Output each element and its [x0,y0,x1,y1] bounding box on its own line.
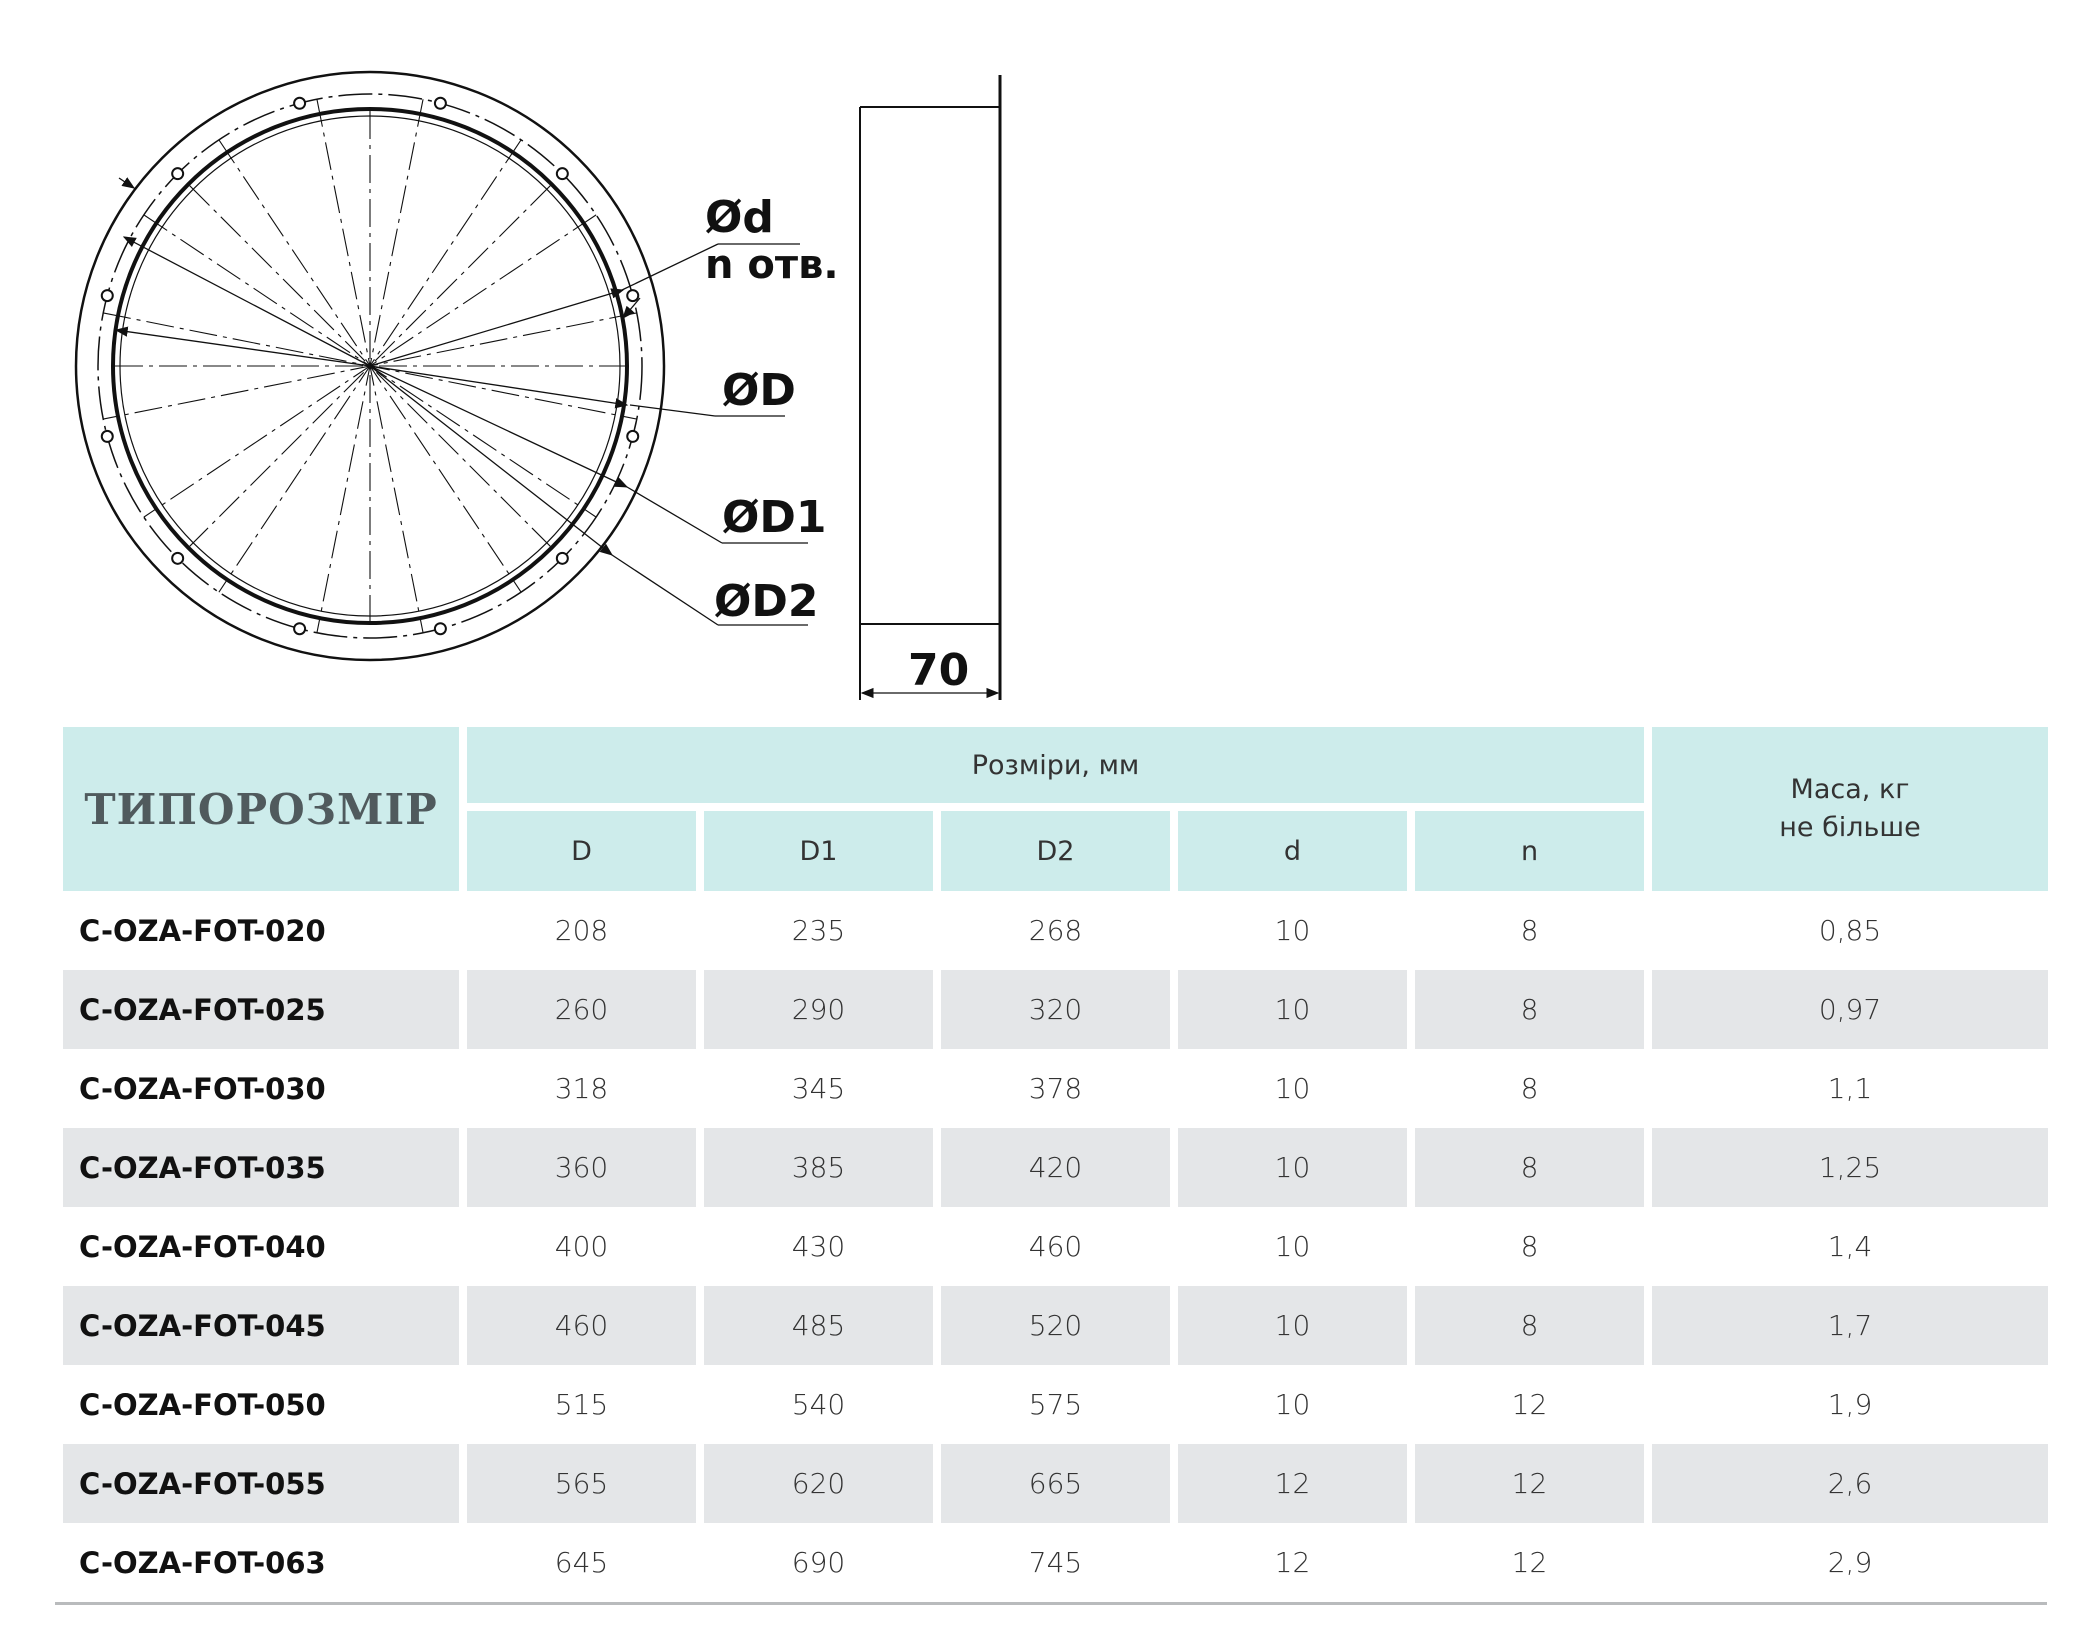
cell-n: 8 [1520,1230,1539,1263]
cell-n: 8 [1415,1286,1644,1365]
row-model-name: C-OZA-FOT-020 [79,913,326,948]
cell-n: 8 [1520,914,1539,947]
table-row [63,1523,2048,1602]
cell-d1: 345 [791,1072,846,1105]
cell-mass: 1,25 [1652,1128,2048,1207]
header-col-d: D [467,811,696,891]
cell-d: 515 [554,1388,609,1421]
bolt-hole [435,623,446,634]
specification-table [55,727,2056,1602]
cell-mass: 1,9 [1827,1388,1873,1421]
cell-n: 12 [1415,1444,1644,1523]
cell-d2: 520 [941,1286,1170,1365]
cell-d: 12 [1178,1444,1407,1523]
bolt-hole [294,623,305,634]
bolt-hole [557,168,568,179]
row-model-name: C-OZA-FOT-045 [63,1286,459,1365]
cell-mass: 1,1 [1827,1072,1873,1105]
cell-n: 8 [1415,970,1644,1049]
cell-d: 260 [467,970,696,1049]
cell-d: 208 [554,914,609,947]
cell-d: 360 [467,1128,696,1207]
row-model-name: C-OZA-FOT-063 [79,1545,326,1580]
hole-diameter-label: Ød [705,192,774,243]
cell-d2: 378 [1028,1072,1083,1105]
table-row [63,1207,2048,1286]
cell-mass: 2,9 [1827,1546,1873,1579]
cell-d2: 268 [1028,914,1083,947]
table-row [63,1128,2048,1207]
header-mass-line1: Маса, кг [1790,774,1910,805]
cell-d: 565 [467,1444,696,1523]
cell-d1: 620 [704,1444,933,1523]
side-view [860,75,1000,700]
cell-d2: 575 [1028,1388,1083,1421]
cell-d: 10 [1178,970,1407,1049]
cell-d2: 420 [941,1128,1170,1207]
cell-d: 645 [554,1546,609,1579]
flange-drawing [0,0,2095,720]
header-mass [1652,727,2048,891]
cell-d: 12 [1274,1546,1311,1579]
cell-d2: 665 [941,1444,1170,1523]
bolt-hole [294,98,305,109]
bolt-hole [627,431,638,442]
row-model-name: C-OZA-FOT-040 [79,1229,326,1264]
table-row [63,970,2048,1049]
cell-n: 8 [1415,1128,1644,1207]
table-row [63,1049,2048,1128]
bolt-hole [172,553,183,564]
table-bottom-rule [55,1602,2047,1605]
cell-d2: 460 [1028,1230,1083,1263]
row-model-name: C-OZA-FOT-055 [63,1444,459,1523]
row-model-name: C-OZA-FOT-025 [63,970,459,1049]
table-row [63,891,2048,970]
header-col-d1: D1 [704,811,933,891]
cell-d: 10 [1178,1286,1407,1365]
cell-d: 10 [1274,914,1311,947]
cell-mass: 0,97 [1652,970,2048,1049]
row-model-name: C-OZA-FOT-035 [63,1128,459,1207]
table-row [63,1444,2048,1523]
bolt-hole [172,168,183,179]
table-row [63,1365,2048,1444]
bolt-hole [627,290,638,301]
cell-d: 460 [467,1286,696,1365]
cell-d1: 385 [704,1128,933,1207]
header-col-d2: D2 [941,811,1170,891]
cell-mass: 1,4 [1827,1230,1873,1263]
front-view [76,72,808,660]
cell-n: 8 [1520,1072,1539,1105]
cell-d: 10 [1274,1388,1311,1421]
cell-n: 12 [1511,1388,1548,1421]
cell-n: 12 [1511,1546,1548,1579]
cell-d1: 290 [704,970,933,1049]
bolt-hole [102,431,113,442]
cell-mass: 1,7 [1652,1286,2048,1365]
bolt-hole [557,553,568,564]
cell-d: 10 [1274,1072,1311,1105]
holes-count-label: n отв. [705,242,839,288]
diameter-d2-label: ØD2 [714,576,819,627]
table-row [63,1286,2048,1365]
cell-d1: 485 [704,1286,933,1365]
cell-d: 400 [554,1230,609,1263]
diameter-d1-label: ØD1 [722,492,827,543]
row-model-name: C-OZA-FOT-030 [79,1071,326,1106]
bolt-hole [102,290,113,301]
cell-d1: 430 [791,1230,846,1263]
cell-d2: 745 [1028,1546,1083,1579]
cell-d1: 690 [791,1546,846,1579]
cell-d: 10 [1178,1128,1407,1207]
diameter-d-label: ØD [722,365,796,416]
header-dimensions: Розміри, мм [467,727,1644,811]
bolt-hole [435,98,446,109]
cell-d1: 235 [791,914,846,947]
row-model-name: C-OZA-FOT-050 [79,1387,326,1422]
cell-d: 10 [1274,1230,1311,1263]
header-col-n: n [1415,811,1644,891]
header-col-d: d [1178,811,1407,891]
cell-d1: 540 [791,1388,846,1421]
header-type: ТИПОРОЗМІР [63,727,459,891]
cell-mass: 2,6 [1652,1444,2048,1523]
header-mass-line2: не більше [1779,812,1921,843]
cell-mass: 0,85 [1818,914,1882,947]
cell-d: 318 [554,1072,609,1105]
width-dimension-label: 70 [908,645,970,696]
cell-d2: 320 [941,970,1170,1049]
